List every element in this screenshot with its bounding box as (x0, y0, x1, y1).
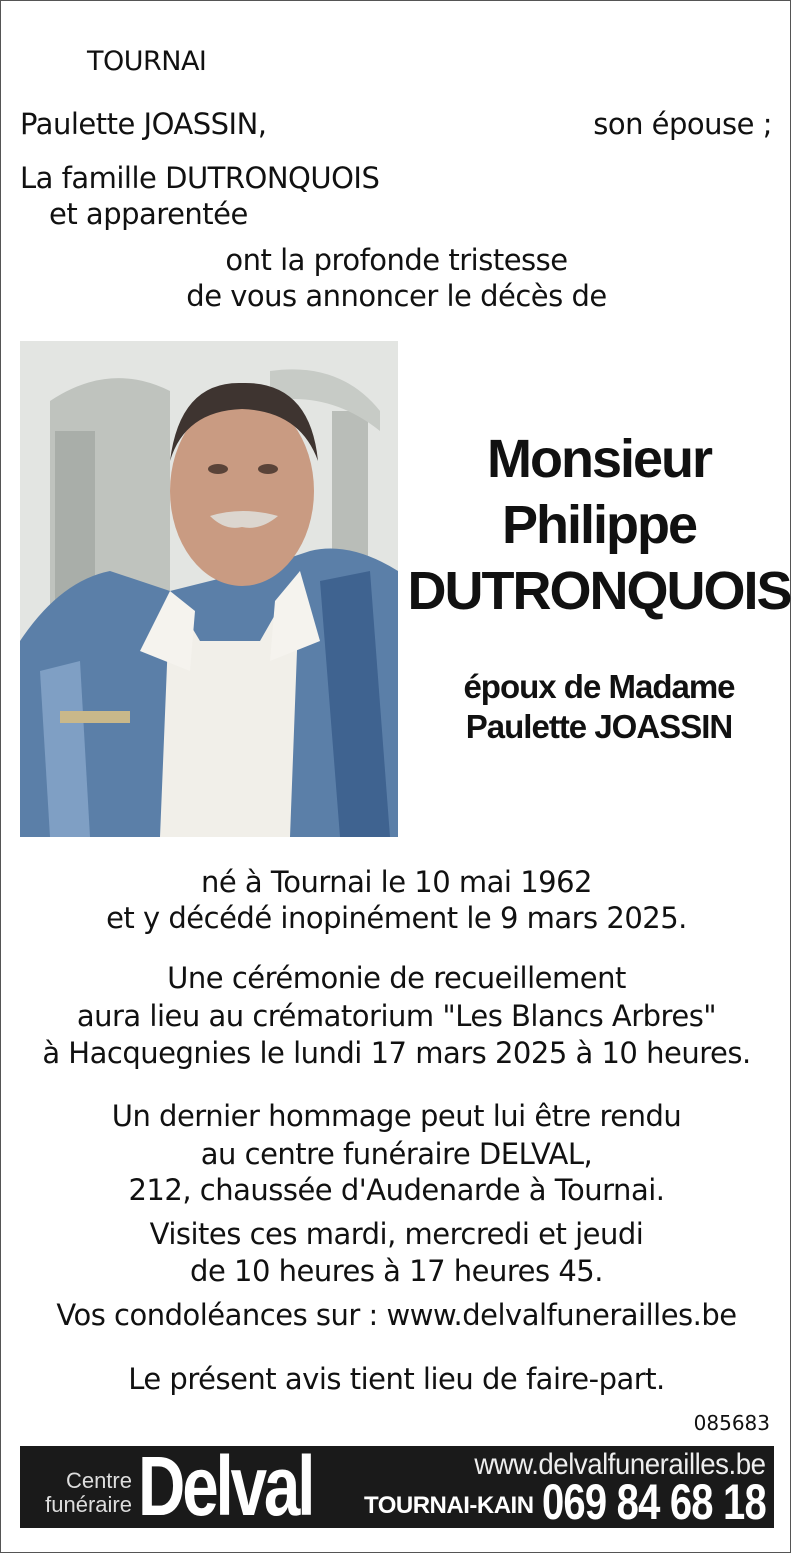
spouse-info (406, 667, 791, 747)
portrait-photo (20, 341, 398, 837)
centre-label: Centre (65, 1468, 132, 1493)
website-label: www.delvalfunerailles.be (474, 1448, 766, 1481)
ceremony-line: Une cérémonie de recueillement (167, 961, 626, 995)
condolences-line: Vos condoléances sur : www.delvalfunerailles.be (56, 1298, 737, 1332)
spouse-line-2: Paulette JOASSIN (465, 708, 733, 745)
brand-logo: Delval (138, 1446, 313, 1528)
relative-name: et apparentée (49, 197, 248, 231)
ceremony-line: à Hacquegnies le lundi 17 mars 2025 à 10 heures. (42, 1036, 751, 1070)
notice-line: Le présent avis tient lieu de faire-part. (128, 1362, 665, 1396)
relative-relation: son épouse ; (593, 107, 772, 141)
visits-line: de 10 heures à 17 heures 45. (190, 1254, 603, 1288)
ceremony-line: aura lieu au crématorium "Les Blancs Arbres" (76, 999, 717, 1033)
spouse-line-1: époux de Madame (463, 668, 735, 705)
visits-line: Visites ces mardi, mercredi et jeudi (149, 1217, 644, 1251)
homage-line: au centre funéraire DELVAL, (200, 1137, 593, 1171)
deceased-title: Monsieur (486, 429, 712, 489)
deceased-last-name: DUTRONQUOIS (407, 561, 791, 621)
announcement-line: ont la profonde tristesse (225, 243, 568, 277)
city-label: TOURNAI (87, 46, 207, 77)
phone-number: 069 84 68 18 (542, 1474, 766, 1528)
birth-line: et y décédé inopinément le 9 mars 2025. (106, 901, 687, 935)
announcement-line: de vous annoncer le décès de (186, 279, 607, 313)
relative-name: Paulette JOASSIN, (20, 107, 267, 141)
city-label: TOURNAI-KAIN (364, 1492, 534, 1519)
reference-number: 085683 (693, 1411, 770, 1435)
deceased-name (406, 426, 791, 624)
homage-line: Un dernier hommage peut lui être rendu (111, 1099, 682, 1133)
relative-name: La famille DUTRONQUOIS (20, 161, 380, 195)
deceased-first-name: Philippe (501, 495, 696, 555)
birth-line: né à Tournai le 10 mai 1962 (200, 865, 592, 899)
funeraire-label: funéraire (45, 1492, 132, 1517)
homage-line: 212, chaussée d'Audenarde à Tournai. (128, 1173, 665, 1207)
funeral-home-banner (20, 1446, 774, 1528)
